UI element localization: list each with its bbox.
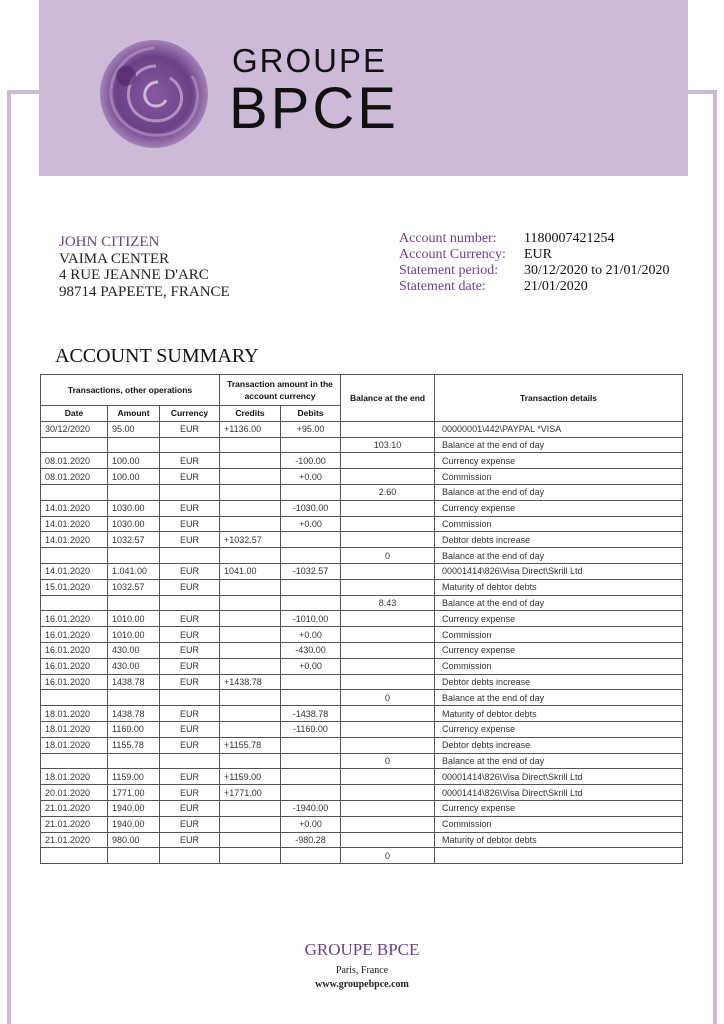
- page-frame-right: [713, 90, 717, 1024]
- cell-debits: [281, 753, 341, 769]
- account-summary-title: ACCOUNT SUMMARY: [55, 345, 259, 367]
- cell-date: 21.01.2020: [41, 832, 108, 848]
- cell-amount: 1.041.00: [108, 563, 160, 579]
- cell-credits: [220, 516, 281, 532]
- client-address: [59, 234, 230, 300]
- table-row: [41, 548, 683, 564]
- cell-details: Currency expense: [435, 642, 683, 658]
- table-row: [41, 769, 683, 785]
- cell-balance: [341, 737, 435, 753]
- swirl-logo-icon: [96, 36, 212, 152]
- cell-details: Balance at the end of day: [435, 484, 683, 500]
- cell-amount: [108, 690, 160, 706]
- table-row: [41, 721, 683, 737]
- cell-amount: 1032.57: [108, 532, 160, 548]
- cell-details: Currency expense: [435, 611, 683, 627]
- cell-currency: [160, 484, 220, 500]
- cell-currency: [160, 848, 220, 864]
- cell-currency: EUR: [160, 642, 220, 658]
- cell-currency: EUR: [160, 421, 220, 437]
- cell-credits: [220, 611, 281, 627]
- cell-date: 16.01.2020: [41, 658, 108, 674]
- cell-balance: [341, 642, 435, 658]
- cell-balance: 2.60: [341, 484, 435, 500]
- cell-date: 08.01.2020: [41, 469, 108, 485]
- cell-debits: -1160.00: [281, 721, 341, 737]
- cell-date: 18.01.2020: [41, 769, 108, 785]
- cell-date: 20.01.2020: [41, 785, 108, 801]
- cell-balance: [341, 532, 435, 548]
- cell-balance: [341, 785, 435, 801]
- client-address-line1: VAIMA CENTER: [59, 250, 170, 267]
- statement-date: 21/01/2020: [524, 279, 588, 294]
- cell-amount: 1010.00: [108, 627, 160, 643]
- cell-balance: 0: [341, 753, 435, 769]
- cell-credits: [220, 453, 281, 469]
- cell-currency: EUR: [160, 832, 220, 848]
- table-row: [41, 532, 683, 548]
- footer-website-link[interactable]: www.groupebpce.com: [315, 979, 409, 990]
- cell-currency: EUR: [160, 453, 220, 469]
- cell-credits: [220, 500, 281, 516]
- page-frame-left: [7, 90, 11, 1024]
- cell-credits: [220, 753, 281, 769]
- cell-amount: 430.00: [108, 658, 160, 674]
- cell-currency: [160, 753, 220, 769]
- cell-date: 18.01.2020: [41, 706, 108, 722]
- table-row: [41, 579, 683, 595]
- cell-debits: [281, 674, 341, 690]
- cell-currency: EUR: [160, 516, 220, 532]
- cell-amount: 1159.00: [108, 769, 160, 785]
- cell-credits: [220, 706, 281, 722]
- cell-details: 00001414\826\Visa Direct\Skrill Ltd: [435, 785, 683, 801]
- cell-details: Currency expense: [435, 453, 683, 469]
- table-row: [41, 469, 683, 485]
- cell-credits: [220, 627, 281, 643]
- cell-amount: 1160.00: [108, 721, 160, 737]
- cell-credits: [220, 800, 281, 816]
- cell-balance: [341, 469, 435, 485]
- cell-currency: EUR: [160, 469, 220, 485]
- cell-credits: [220, 548, 281, 564]
- cell-date: 18.01.2020: [41, 737, 108, 753]
- cell-currency: EUR: [160, 500, 220, 516]
- header-debits: Debits: [281, 406, 341, 422]
- cell-currency: EUR: [160, 611, 220, 627]
- table-row: [41, 753, 683, 769]
- cell-balance: 8.43: [341, 595, 435, 611]
- cell-balance: [341, 800, 435, 816]
- cell-details: Balance at the end of day: [435, 548, 683, 564]
- cell-balance: [341, 563, 435, 579]
- cell-balance: [341, 611, 435, 627]
- cell-details: Balance at the end of day: [435, 437, 683, 453]
- table-row: [41, 785, 683, 801]
- table-row: [41, 832, 683, 848]
- cell-debits: [281, 737, 341, 753]
- table-row: [41, 484, 683, 500]
- table-row: [41, 674, 683, 690]
- header-details: Transaction details: [435, 375, 683, 422]
- table-row: [41, 611, 683, 627]
- cell-amount: 95.00: [108, 421, 160, 437]
- cell-date: 08.01.2020: [41, 453, 108, 469]
- cell-debits: -1940.00: [281, 800, 341, 816]
- cell-credits: 1041.00: [220, 563, 281, 579]
- cell-currency: EUR: [160, 532, 220, 548]
- client-address-line2: 4 RUE JEANNE D'ARC: [59, 267, 209, 283]
- cell-credits: [220, 658, 281, 674]
- cell-details: [435, 848, 683, 864]
- cell-debits: [281, 548, 341, 564]
- cell-balance: 103.10: [341, 437, 435, 453]
- cell-balance: [341, 832, 435, 848]
- cell-date: 14.01.2020: [41, 563, 108, 579]
- cell-currency: [160, 690, 220, 706]
- cell-amount: 1155.78: [108, 737, 160, 753]
- cell-details: Balance at the end of day: [435, 690, 683, 706]
- cell-date: 16.01.2020: [41, 611, 108, 627]
- cell-currency: EUR: [160, 706, 220, 722]
- client-name: JOHN CITIZEN: [59, 234, 160, 250]
- cell-currency: EUR: [160, 579, 220, 595]
- client-address-line3: 98714 PAPEETE, FRANCE: [59, 283, 230, 300]
- cell-currency: EUR: [160, 627, 220, 643]
- cell-date: 14.01.2020: [41, 532, 108, 548]
- cell-amount: 1030.00: [108, 500, 160, 516]
- cell-debits: -100.00: [281, 453, 341, 469]
- cell-debits: +0.00: [281, 469, 341, 485]
- cell-balance: [341, 658, 435, 674]
- cell-date: 30/12/2020: [41, 421, 108, 437]
- cell-date: 18.01.2020: [41, 721, 108, 737]
- header-amount-group: Transaction amount in the account currency: [220, 375, 341, 406]
- cell-details: Balance at the end of day: [435, 595, 683, 611]
- cell-currency: EUR: [160, 721, 220, 737]
- brand-name-line2: BPCE: [229, 76, 399, 141]
- table-row: [41, 453, 683, 469]
- cell-debits: -1438.78: [281, 706, 341, 722]
- cell-details: Currency expense: [435, 721, 683, 737]
- header-date: Date: [41, 406, 108, 422]
- cell-currency: [160, 595, 220, 611]
- table-row: [41, 563, 683, 579]
- cell-credits: [220, 437, 281, 453]
- table-row: [41, 437, 683, 453]
- statement-period-label: Statement period:: [399, 263, 499, 278]
- cell-details: 00000001\442\PAYPAL *VISA: [435, 421, 683, 437]
- cell-credits: [220, 816, 281, 832]
- cell-amount: 1438.78: [108, 674, 160, 690]
- cell-balance: [341, 721, 435, 737]
- cell-details: Commission: [435, 816, 683, 832]
- cell-date: [41, 548, 108, 564]
- cell-debits: [281, 595, 341, 611]
- cell-debits: [281, 484, 341, 500]
- cell-balance: 0: [341, 848, 435, 864]
- cell-details: 00001414\826\Visa Direct\Skrill Ltd: [435, 769, 683, 785]
- header-balance: Balance at the end: [341, 375, 435, 422]
- table-row: [41, 627, 683, 643]
- cell-debits: [281, 769, 341, 785]
- footer-brand: GROUPE BPCE: [304, 940, 420, 959]
- account-currency-label: Account Currency:: [399, 247, 506, 262]
- cell-amount: [108, 437, 160, 453]
- cell-credits: [220, 832, 281, 848]
- cell-amount: 1032.57: [108, 579, 160, 595]
- page-frame-top-left: [7, 90, 41, 94]
- cell-balance: [341, 421, 435, 437]
- cell-balance: [341, 516, 435, 532]
- cell-amount: 430.00: [108, 642, 160, 658]
- cell-amount: 1940.00: [108, 816, 160, 832]
- table-row: [41, 800, 683, 816]
- cell-amount: [108, 848, 160, 864]
- cell-amount: 980.00: [108, 832, 160, 848]
- cell-date: [41, 848, 108, 864]
- cell-credits: [220, 579, 281, 595]
- cell-amount: [108, 595, 160, 611]
- footer-city: Paris, France: [335, 965, 389, 976]
- header-currency: Currency: [160, 406, 220, 422]
- cell-currency: [160, 548, 220, 564]
- cell-debits: -1032.57: [281, 563, 341, 579]
- cell-details: 00001414\826\Visa Direct\Skrill Ltd: [435, 563, 683, 579]
- cell-amount: [108, 753, 160, 769]
- cell-credits: [220, 690, 281, 706]
- cell-currency: EUR: [160, 563, 220, 579]
- table-row: [41, 737, 683, 753]
- cell-amount: 100.00: [108, 469, 160, 485]
- cell-currency: [160, 437, 220, 453]
- header-credits: Credits: [220, 406, 281, 422]
- cell-date: [41, 437, 108, 453]
- cell-debits: -980.28: [281, 832, 341, 848]
- table-row: [41, 500, 683, 516]
- cell-credits: [220, 595, 281, 611]
- header-amount: Amount: [108, 406, 160, 422]
- cell-date: 21.01.2020: [41, 800, 108, 816]
- cell-balance: [341, 674, 435, 690]
- cell-credits: [220, 469, 281, 485]
- cell-debits: +0.00: [281, 627, 341, 643]
- cell-debits: +0.00: [281, 516, 341, 532]
- cell-date: 16.01.2020: [41, 674, 108, 690]
- table-row: [41, 690, 683, 706]
- cell-amount: 1438.78: [108, 706, 160, 722]
- cell-details: Currency expense: [435, 500, 683, 516]
- cell-debits: [281, 579, 341, 595]
- cell-details: Debtor debts increase: [435, 532, 683, 548]
- cell-date: [41, 595, 108, 611]
- cell-credits: +1155.78: [220, 737, 281, 753]
- cell-debits: +0.00: [281, 658, 341, 674]
- transactions-table: [40, 374, 683, 864]
- cell-balance: 0: [341, 690, 435, 706]
- cell-currency: EUR: [160, 769, 220, 785]
- cell-date: 16.01.2020: [41, 627, 108, 643]
- cell-details: Commission: [435, 627, 683, 643]
- brand-name-line1: GROUPE: [232, 42, 388, 79]
- cell-details: Maturity of debtor debts: [435, 579, 683, 595]
- cell-credits: [220, 848, 281, 864]
- cell-amount: 1940.00: [108, 800, 160, 816]
- cell-date: [41, 690, 108, 706]
- cell-credits: [220, 484, 281, 500]
- header-transactions-group: Transactions, other operations: [41, 375, 220, 406]
- cell-details: Maturity of debtor debts: [435, 832, 683, 848]
- page-frame-top-right: [687, 90, 717, 94]
- table-row: [41, 658, 683, 674]
- cell-date: 16.01.2020: [41, 642, 108, 658]
- cell-debits: -1030.00: [281, 500, 341, 516]
- table-row: [41, 595, 683, 611]
- cell-details: Commission: [435, 516, 683, 532]
- cell-details: Debtor debts increase: [435, 674, 683, 690]
- cell-credits: +1771.00: [220, 785, 281, 801]
- account-number-label: Account number:: [399, 231, 497, 246]
- cell-currency: EUR: [160, 737, 220, 753]
- cell-currency: EUR: [160, 785, 220, 801]
- table-row: [41, 421, 683, 437]
- cell-details: Commission: [435, 658, 683, 674]
- cell-amount: 100.00: [108, 453, 160, 469]
- account-info: [399, 231, 669, 295]
- cell-balance: 0: [341, 548, 435, 564]
- cell-credits: +1438.78: [220, 674, 281, 690]
- cell-credits: +1136.00: [220, 421, 281, 437]
- transactions-body: [41, 421, 683, 863]
- cell-amount: 1771.00: [108, 785, 160, 801]
- cell-date: 21.01.2020: [41, 816, 108, 832]
- cell-details: Balance at the end of day: [435, 753, 683, 769]
- cell-date: 15.01.2020: [41, 579, 108, 595]
- account-currency: EUR: [524, 247, 552, 262]
- cell-amount: [108, 548, 160, 564]
- cell-balance: [341, 769, 435, 785]
- cell-date: [41, 753, 108, 769]
- cell-debits: -430.00: [281, 642, 341, 658]
- cell-debits: +95.00: [281, 421, 341, 437]
- cell-currency: EUR: [160, 816, 220, 832]
- cell-details: Maturity of debtor debts: [435, 706, 683, 722]
- cell-date: [41, 484, 108, 500]
- cell-balance: [341, 627, 435, 643]
- cell-credits: +1032.57: [220, 532, 281, 548]
- cell-debits: [281, 848, 341, 864]
- table-row: [41, 706, 683, 722]
- cell-debits: [281, 532, 341, 548]
- cell-debits: [281, 785, 341, 801]
- cell-date: 14.01.2020: [41, 500, 108, 516]
- cell-amount: 1010.00: [108, 611, 160, 627]
- cell-balance: [341, 706, 435, 722]
- cell-credits: [220, 721, 281, 737]
- statement-period: 30/12/2020 to 21/01/2020: [524, 263, 670, 278]
- cell-balance: [341, 579, 435, 595]
- cell-details: Commission: [435, 469, 683, 485]
- cell-currency: EUR: [160, 674, 220, 690]
- cell-currency: EUR: [160, 800, 220, 816]
- cell-date: 14.01.2020: [41, 516, 108, 532]
- table-row: [41, 516, 683, 532]
- cell-currency: EUR: [160, 658, 220, 674]
- cell-credits: +1159.00: [220, 769, 281, 785]
- statement-date-label: Statement date:: [399, 279, 486, 294]
- account-number: 1180007421254: [524, 231, 615, 246]
- cell-debits: [281, 690, 341, 706]
- cell-amount: [108, 484, 160, 500]
- cell-debits: [281, 437, 341, 453]
- table-row: [41, 816, 683, 832]
- cell-debits: -1010.00: [281, 611, 341, 627]
- cell-credits: [220, 642, 281, 658]
- cell-balance: [341, 500, 435, 516]
- cell-balance: [341, 453, 435, 469]
- table-row: [41, 642, 683, 658]
- table-row: [41, 848, 683, 864]
- cell-amount: 1030.00: [108, 516, 160, 532]
- cell-balance: [341, 816, 435, 832]
- cell-details: Currency expense: [435, 800, 683, 816]
- cell-debits: +0.00: [281, 816, 341, 832]
- cell-details: Debtor debts increase: [435, 737, 683, 753]
